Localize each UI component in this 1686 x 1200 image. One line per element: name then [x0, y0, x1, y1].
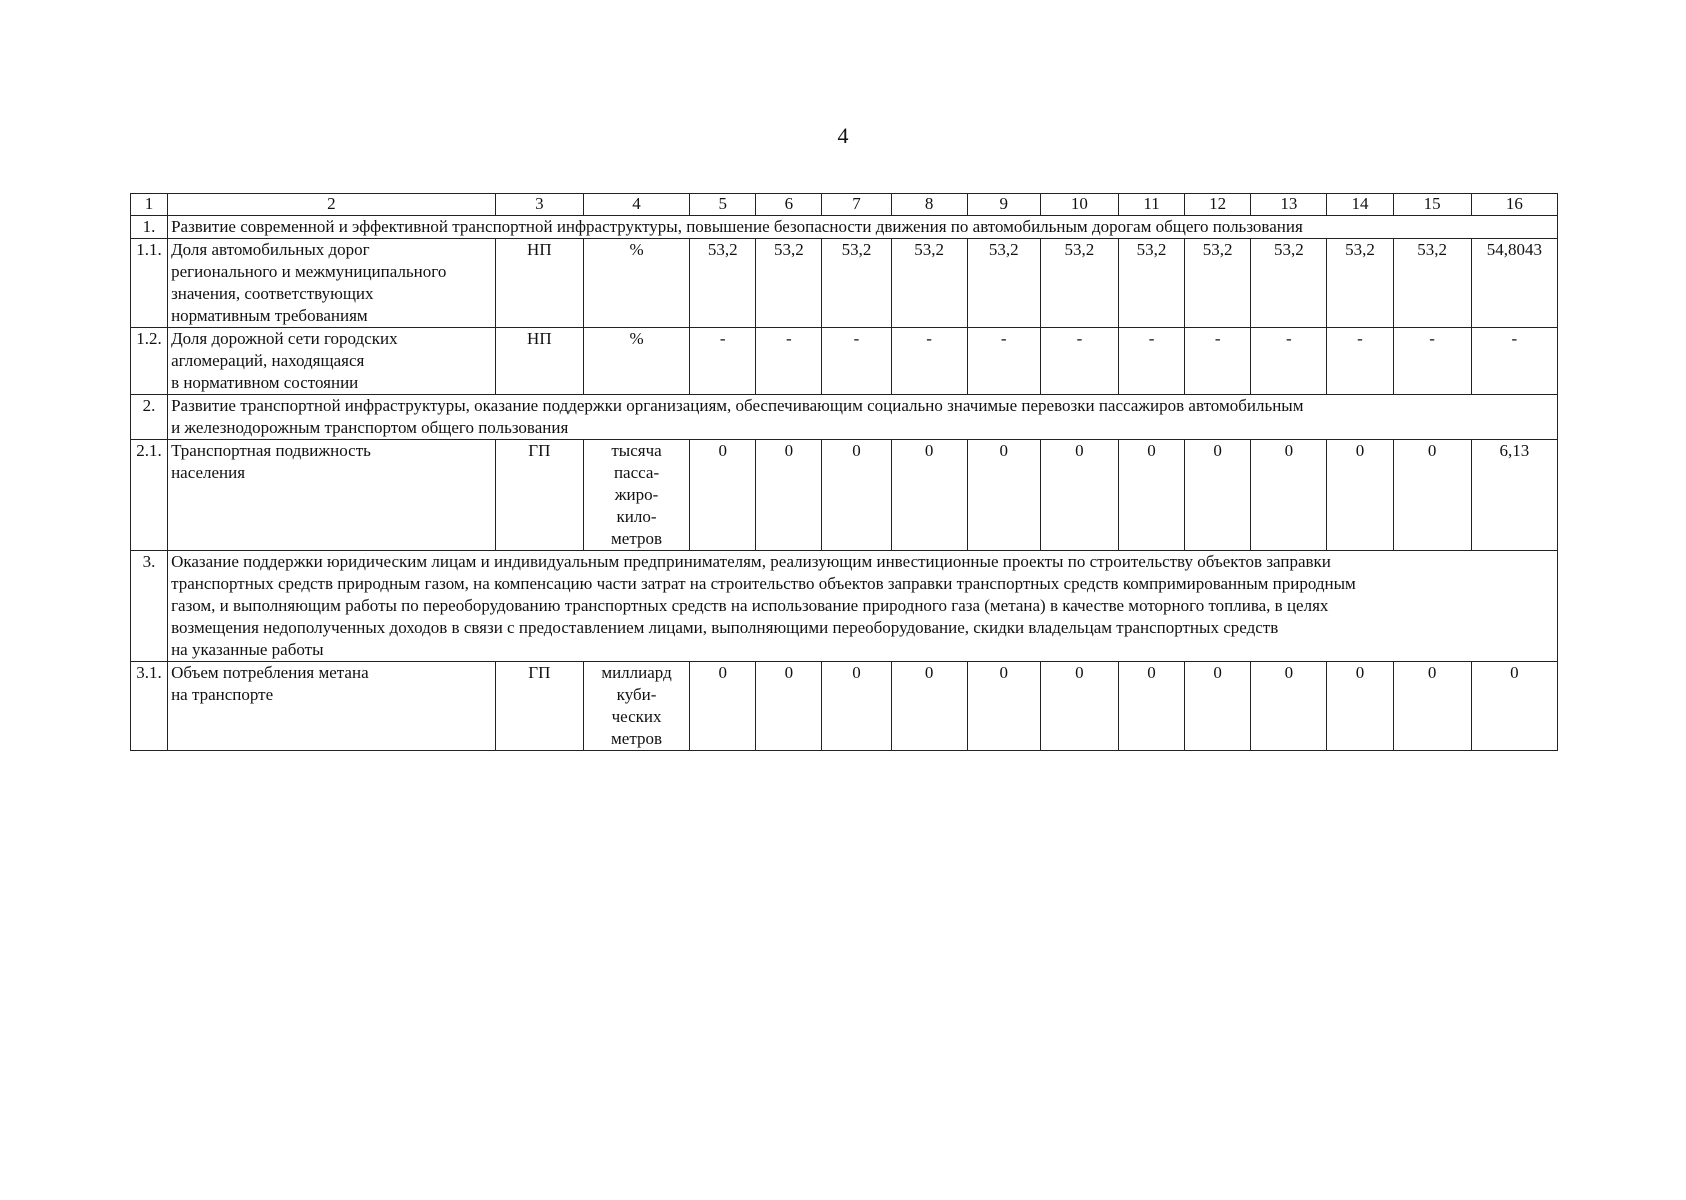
- indicator-name-line: агломераций, находящаяся: [171, 351, 365, 370]
- header-cell: 14: [1327, 194, 1393, 216]
- value-cell: 0: [1118, 440, 1184, 551]
- value-cell: -: [891, 328, 967, 395]
- value-cell: 0: [1393, 662, 1471, 751]
- value-cell: -: [1185, 328, 1251, 395]
- value-cell: 53,2: [1118, 239, 1184, 328]
- indicator-type: НП: [495, 328, 583, 395]
- table-row: [131, 662, 1558, 751]
- header-cell: 16: [1471, 194, 1557, 216]
- indicators-table: [130, 193, 1558, 751]
- value-cell: 53,2: [690, 239, 756, 328]
- section-row: [131, 216, 1558, 239]
- section-title-line: Развитие транспортной инфраструктуры, оказание поддержки организациям, обеспечивающим социально значимые перевозки пассажиров автомобильным: [171, 396, 1304, 415]
- table-row: [131, 239, 1558, 328]
- header-cell: 3: [495, 194, 583, 216]
- indicator-type: НП: [495, 239, 583, 328]
- value-cell: 0: [1118, 662, 1184, 751]
- value-cell: 54,8043: [1471, 239, 1557, 328]
- value-cell: 0: [822, 662, 891, 751]
- value-cell: 0: [690, 440, 756, 551]
- value-cell: 53,2: [1251, 239, 1327, 328]
- header-cell: 1: [131, 194, 168, 216]
- indicator-name-line: регионального и межмуниципального: [171, 262, 447, 281]
- header-cell: 11: [1118, 194, 1184, 216]
- indicator-name-line: значения, соответствующих: [171, 284, 374, 303]
- value-cell: 0: [891, 662, 967, 751]
- section-row: [131, 395, 1558, 440]
- table-row: [131, 328, 1558, 395]
- value-cell: 53,2: [756, 239, 822, 328]
- section-title-line: Оказание поддержки юридическим лицам и индивидуальным предпринимателям, реализующим инвестиционные проекты по строительству объектов заправки: [171, 552, 1331, 571]
- value-cell: -: [1040, 328, 1118, 395]
- indicator-type: ГП: [495, 440, 583, 551]
- section-row: [131, 551, 1558, 662]
- section-title-line: транспортных средств природным газом, на компенсацию части затрат на строительство объектов заправки транспортных средств компримированным природным: [171, 574, 1356, 593]
- section-title: [168, 216, 1558, 239]
- section-title: [168, 551, 1558, 662]
- indicator-name: [168, 440, 496, 551]
- value-cell: -: [1251, 328, 1327, 395]
- indicator-type: ГП: [495, 662, 583, 751]
- unit-line: жиро-: [614, 485, 659, 504]
- section-title-line: и железнодорожным транспортом общего пользования: [171, 418, 569, 437]
- value-cell: 0: [1471, 662, 1557, 751]
- value-cell: -: [967, 328, 1040, 395]
- section-title-line: Развитие современной и эффективной транспортной инфраструктуры, повышение безопасности движения по автомобильным дорогам общего пользования: [171, 217, 1303, 236]
- value-cell: 0: [1040, 440, 1118, 551]
- value-cell: 53,2: [1393, 239, 1471, 328]
- row-number: 1.2.: [131, 328, 168, 395]
- value-cell: 0: [1393, 440, 1471, 551]
- unit-cell: [583, 440, 689, 551]
- value-cell: -: [1327, 328, 1393, 395]
- unit-line: пасса-: [613, 463, 660, 482]
- unit-line: куби-: [616, 685, 657, 704]
- value-cell: 0: [1327, 662, 1393, 751]
- value-cell: 53,2: [822, 239, 891, 328]
- header-cell: 12: [1185, 194, 1251, 216]
- value-cell: -: [822, 328, 891, 395]
- value-cell: 0: [1251, 440, 1327, 551]
- value-cell: 0: [1327, 440, 1393, 551]
- indicator-name-line: населения: [171, 463, 246, 482]
- header-row: [131, 194, 1558, 216]
- unit-cell: [583, 328, 689, 395]
- section-number: 1.: [131, 216, 168, 239]
- header-cell: 8: [891, 194, 967, 216]
- value-cell: 0: [967, 662, 1040, 751]
- unit-cell: [583, 239, 689, 328]
- header-cell: 6: [756, 194, 822, 216]
- value-cell: -: [1118, 328, 1184, 395]
- header-cell: 13: [1251, 194, 1327, 216]
- indicator-name: [168, 239, 496, 328]
- unit-line: ческих: [611, 707, 662, 726]
- value-cell: 0: [1185, 440, 1251, 551]
- section-number: 2.: [131, 395, 168, 440]
- unit-line: %: [629, 329, 644, 348]
- row-number: 2.1.: [131, 440, 168, 551]
- indicator-name-line: на транспорте: [171, 685, 274, 704]
- unit-line: метров: [611, 529, 663, 548]
- value-cell: -: [1471, 328, 1557, 395]
- header-cell: 5: [690, 194, 756, 216]
- row-number: 1.1.: [131, 239, 168, 328]
- indicator-name-line: Транспортная подвижность: [171, 441, 371, 460]
- unit-cell: [583, 662, 689, 751]
- value-cell: 0: [1185, 662, 1251, 751]
- value-cell: 53,2: [1327, 239, 1393, 328]
- value-cell: -: [1393, 328, 1471, 395]
- unit-line: кило-: [616, 507, 657, 526]
- section-title-line: возмещения недополученных доходов в связи с предоставлением лицами, выполняющими переоборудование, скидки владельцам транспортных средств: [171, 618, 1279, 637]
- value-cell: 53,2: [891, 239, 967, 328]
- value-cell: 0: [822, 440, 891, 551]
- indicator-name-line: нормативным требованиям: [171, 306, 368, 325]
- value-cell: 0: [1040, 662, 1118, 751]
- unit-line: %: [629, 240, 644, 259]
- section-title: [168, 395, 1558, 440]
- section-title-line: газом, и выполняющим работы по переоборудованию транспортных средств на использование природного газа (метана) в качестве моторного топлива, в целях: [171, 596, 1329, 615]
- indicator-name-line: Доля дорожной сети городских: [171, 329, 398, 348]
- section-title-line: на указанные работы: [171, 640, 324, 659]
- value-cell: 53,2: [967, 239, 1040, 328]
- value-cell: 0: [690, 662, 756, 751]
- header-cell: 10: [1040, 194, 1118, 216]
- header-cell: 9: [967, 194, 1040, 216]
- header-cell: 15: [1393, 194, 1471, 216]
- table-row: [131, 440, 1558, 551]
- unit-line: миллиард: [601, 663, 672, 682]
- value-cell: 53,2: [1040, 239, 1118, 328]
- value-cell: 6,13: [1471, 440, 1557, 551]
- value-cell: 0: [1251, 662, 1327, 751]
- indicator-name: [168, 328, 496, 395]
- indicator-name-line: Доля автомобильных дорог: [171, 240, 370, 259]
- value-cell: -: [756, 328, 822, 395]
- unit-line: метров: [611, 729, 663, 748]
- header-cell: 7: [822, 194, 891, 216]
- section-number: 3.: [131, 551, 168, 662]
- value-cell: 0: [756, 662, 822, 751]
- header-cell: 4: [583, 194, 689, 216]
- value-cell: -: [690, 328, 756, 395]
- value-cell: 0: [891, 440, 967, 551]
- page-number: 4: [837, 123, 849, 148]
- indicator-name-line: Объем потребления метана: [171, 663, 369, 682]
- unit-line: тысяча: [611, 441, 662, 460]
- value-cell: 0: [967, 440, 1040, 551]
- indicator-name: [168, 662, 496, 751]
- value-cell: 53,2: [1185, 239, 1251, 328]
- header-cell: 2: [168, 194, 496, 216]
- value-cell: 0: [756, 440, 822, 551]
- row-number: 3.1.: [131, 662, 168, 751]
- indicator-name-line: в нормативном состоянии: [171, 373, 359, 392]
